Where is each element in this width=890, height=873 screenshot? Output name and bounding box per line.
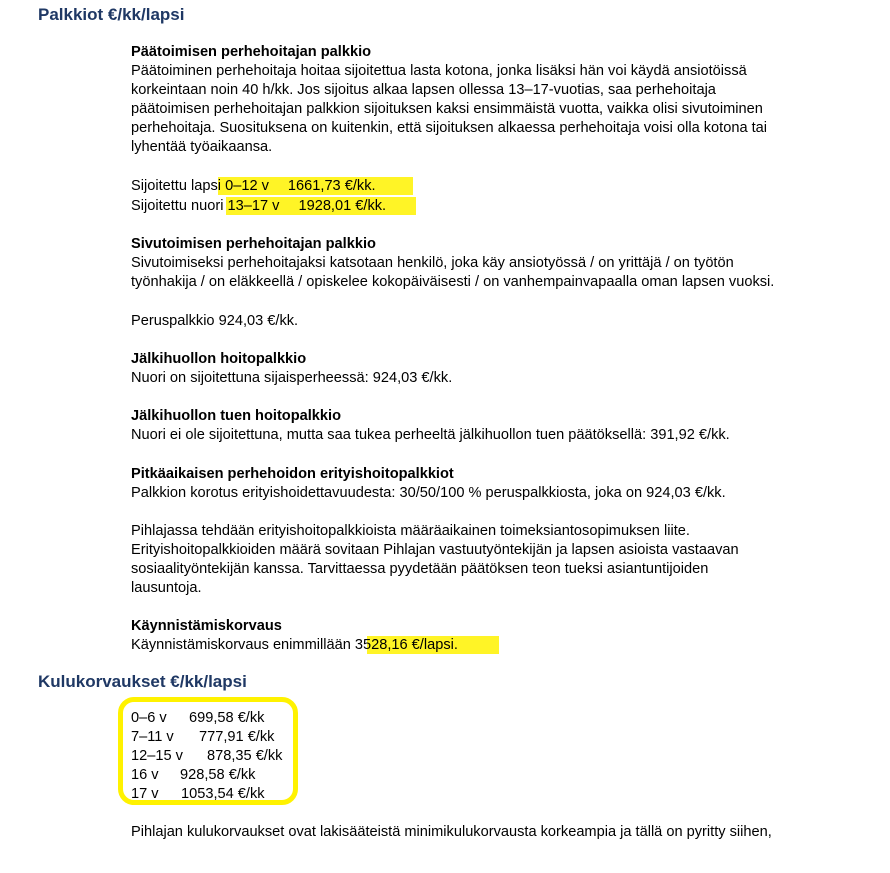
- expense-amount: 777,91 €/kk: [199, 729, 275, 745]
- special-fee-title: Pitkäaikaisen perhehoidon erityishoitopalkkiot: [131, 466, 454, 482]
- expense-row: [131, 728, 274, 747]
- expense-row: [131, 785, 265, 804]
- special-fee-section: [131, 465, 871, 503]
- aftercare-support-section: [131, 407, 871, 445]
- paragraph-line: lyhentää työaikaansa.: [131, 139, 273, 155]
- rate-child: [131, 177, 376, 196]
- part-time-fee-title: Sivutoimisen perhehoitajan palkkio: [131, 236, 376, 252]
- section-heading-expenses: Kulukorvaukset €/kk/lapsi: [38, 672, 247, 691]
- full-time-fee-title: Päätoimisen perhehoitajan palkkio: [131, 44, 372, 60]
- rate-amount: 1928,01 €/kk.: [298, 198, 387, 214]
- paragraph-line: sosiaalityöntekijän kanssa. Tarvittaessa pyydetään päätöksen teon tueksi asiantuntijoiden: [131, 561, 709, 577]
- paragraph-line: perhehoitaja. Suosituksena on kuitenkin, että sijoituksen alkaessa perhehoitaja voisi olla kotona tai: [131, 120, 768, 136]
- aftercare-support-text: Nuori ei ole sijoitettuna, mutta saa tukea perheeltä jälkihuollon tuen päätöksellä: 391,92 €/kk.: [131, 427, 730, 443]
- paragraph-line: lausuntoja.: [131, 580, 202, 596]
- expense-amount: 928,58 €/kk: [180, 767, 256, 783]
- special-fee-details: [131, 522, 871, 598]
- expense-row: [131, 766, 255, 785]
- full-time-fee-section: [131, 43, 871, 157]
- paragraph-line: päätoimisen perhehoitajan palkkion sijoituksen kaksi ensimmäistä vuotta, vaikka olisi sivutoiminen: [131, 101, 763, 117]
- startup-title: Käynnistämiskorvaus: [131, 618, 282, 634]
- rate-label: Sijoitettu lapsi 0–12 v: [131, 178, 269, 194]
- paragraph-line: korkeintaan noin 40 h/kk. Jos sijoitus alkaa lapsen ollessa 13–17-vuotias, saa perhehoitaja: [131, 82, 716, 98]
- paragraph-line: Päätoiminen perhehoitaja hoitaa sijoitettua lasta kotona, jonka lisäksi hän voi käydä ansiotöissä: [131, 63, 747, 79]
- base-fee: Peruspalkkio 924,03 €/kk.: [131, 313, 299, 329]
- rate-youth: [131, 197, 386, 216]
- startup-text: [131, 636, 871, 655]
- expense-amount: 699,58 €/kk: [189, 710, 265, 726]
- aftercare-care-section: [131, 350, 871, 388]
- expense-amount: 1053,54 €/kk: [181, 786, 265, 802]
- section-heading-fees: Palkkiot €/kk/lapsi: [38, 5, 185, 24]
- expenses-footer-text: Pihlajan kulukorvaukset ovat lakisääteistä minimikulukorvausta korkeampia ja tällä on pyritty siihen,: [131, 824, 772, 840]
- expense-age: 16 v: [131, 767, 159, 783]
- paragraph-line: Pihlajassa tehdään erityishoitopalkkioista määräaikainen toimeksiantosopimuksen liite.: [131, 523, 690, 539]
- paragraph-line: Sivutoimiseksi perhehoitajaksi katsotaan henkilö, joka käy ansiotyössä / on yrittäjä / on työtön: [131, 255, 734, 271]
- paragraph-line: työnhakija / on eläkkeellä / opiskelee kokopäiväisesti / on vanhempainvapaalla oman lapsen vuoksi.: [131, 274, 775, 290]
- rate-label: Sijoitettu nuori 13–17 v: [131, 198, 280, 214]
- aftercare-care-title: Jälkihuollon hoitopalkkio: [131, 351, 307, 367]
- expense-age: 12–15 v: [131, 748, 183, 764]
- expense-age: 0–6 v: [131, 710, 167, 726]
- aftercare-support-title: Jälkihuollon tuen hoitopalkkio: [131, 408, 341, 424]
- paragraph-line: Erityishoitopalkkioiden määrä sovitaan Pihlajan vastuutyöntekijän ja lapsen asioista vastaavan: [131, 542, 739, 558]
- startup-text-highlight: n 3528,16 €/lapsi.: [342, 637, 458, 653]
- expense-amount: 878,35 €/kk: [207, 748, 283, 764]
- startup-section: [131, 617, 871, 655]
- expense-age: 7–11 v: [131, 729, 174, 745]
- startup-text-prefix: Käynnistämiskorvaus enimmillää: [131, 637, 343, 653]
- expense-row: [131, 709, 264, 728]
- aftercare-care-text: Nuori on sijoitettuna sijaisperheessä: 924,03 €/kk.: [131, 370, 453, 386]
- expense-age: 17 v: [131, 786, 159, 802]
- part-time-fee-section: [131, 235, 871, 292]
- special-fee-text: Palkkion korotus erityishoidettavuudesta: 30/50/100 % peruspalkkiosta, joka on 924,03 €/kk.: [131, 485, 726, 501]
- rate-amount: 1661,73 €/kk.: [287, 178, 376, 194]
- expense-row: [131, 747, 282, 766]
